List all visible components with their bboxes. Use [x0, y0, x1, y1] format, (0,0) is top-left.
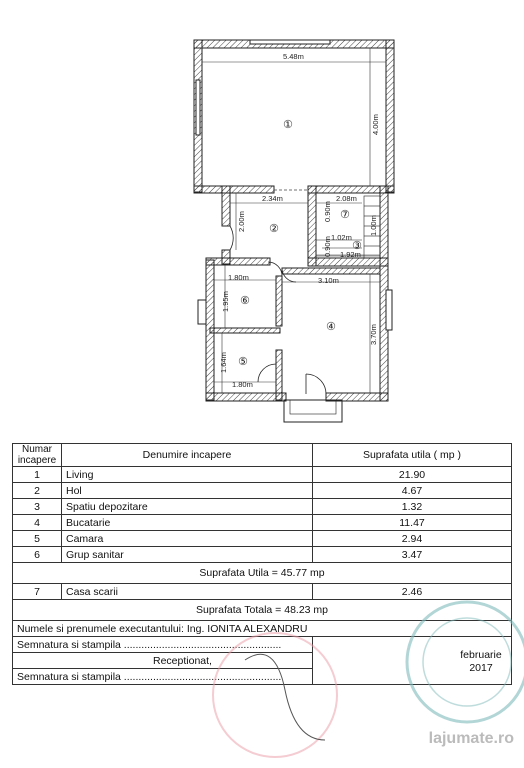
watermark: lajumate.ro — [428, 730, 514, 747]
dim-living-width: 5.48m — [283, 52, 304, 61]
table-row: 2 Hol 4.67 — [13, 483, 512, 499]
dim-grup-height: 1.95m — [221, 291, 230, 312]
table-row: 1 Living 21.90 — [13, 467, 512, 483]
table-row: 5 Camara 2.94 — [13, 531, 512, 547]
executant-row: Numele si prenumele executantului: Ing. IONITA ALEXANDRU — [13, 621, 512, 637]
dim-bucatarie-width: 3.10m — [318, 276, 339, 285]
table-row: 6 Grup sanitar 3.47 — [13, 547, 512, 563]
room-number-3: ③ — [352, 239, 362, 252]
date-label: februarie 2017 — [460, 649, 502, 674]
room-number-2: ② — [269, 222, 279, 235]
stamp-circle — [405, 588, 524, 738]
header-area: Suprafata utila ( mp ) — [313, 444, 512, 467]
suprafata-totala: Suprafata Totala = 48.23 mp — [13, 600, 512, 621]
dim-depozit-w2: 1.02m — [331, 233, 352, 242]
stamp-signature — [205, 620, 355, 765]
dim-hol-width: 2.34m — [262, 194, 283, 203]
dim-camara-width: 1.80m — [232, 380, 253, 389]
dim-scara-width: 1.92m — [340, 250, 361, 259]
dim-hol-height: 2.00m — [237, 211, 246, 232]
dim-living-height: 4.00m — [371, 114, 380, 135]
receptionat: Receptionat, — [13, 653, 313, 669]
dim-depozit-h2: 0.90m — [323, 236, 332, 257]
table-row: 3 Spatiu depozitare 1.32 — [13, 499, 512, 515]
entrance-steps — [284, 400, 342, 422]
header-name: Denumire incapere — [62, 444, 313, 467]
table-row: 7 Casa scarii 2.46 — [13, 584, 512, 600]
dim-depozit-width: 2.08m — [336, 194, 357, 203]
dim-depozit-d: 1.00m — [369, 215, 378, 236]
dim-camara-height: 1.64m — [219, 352, 228, 373]
dim-grup-width: 1.80m — [228, 273, 249, 282]
semnatura-2: Semnatura si stampila ...................................................... — [13, 669, 313, 685]
room-number-4: ④ — [326, 320, 336, 333]
executant-name: Ing. IONITA ALEXANDRU — [186, 622, 308, 635]
dim-bucatarie-height: 3.70m — [369, 324, 378, 345]
dim-depozit-h1: 0.90m — [323, 201, 332, 222]
header-num: Numar incapere — [13, 444, 62, 467]
room-number-1: ① — [283, 118, 293, 131]
room-number-6: ⑥ — [240, 294, 250, 307]
windows — [196, 40, 392, 330]
room-number-5: ⑤ — [238, 355, 248, 368]
room-number-7: ⑦ — [340, 208, 350, 221]
semnatura-1: Semnatura si stampila ...................................................... — [13, 637, 313, 653]
suprafata-utila: Suprafata Utila = 45.77 mp — [13, 563, 512, 584]
table-row: 4 Bucatarie 11.47 — [13, 515, 512, 531]
